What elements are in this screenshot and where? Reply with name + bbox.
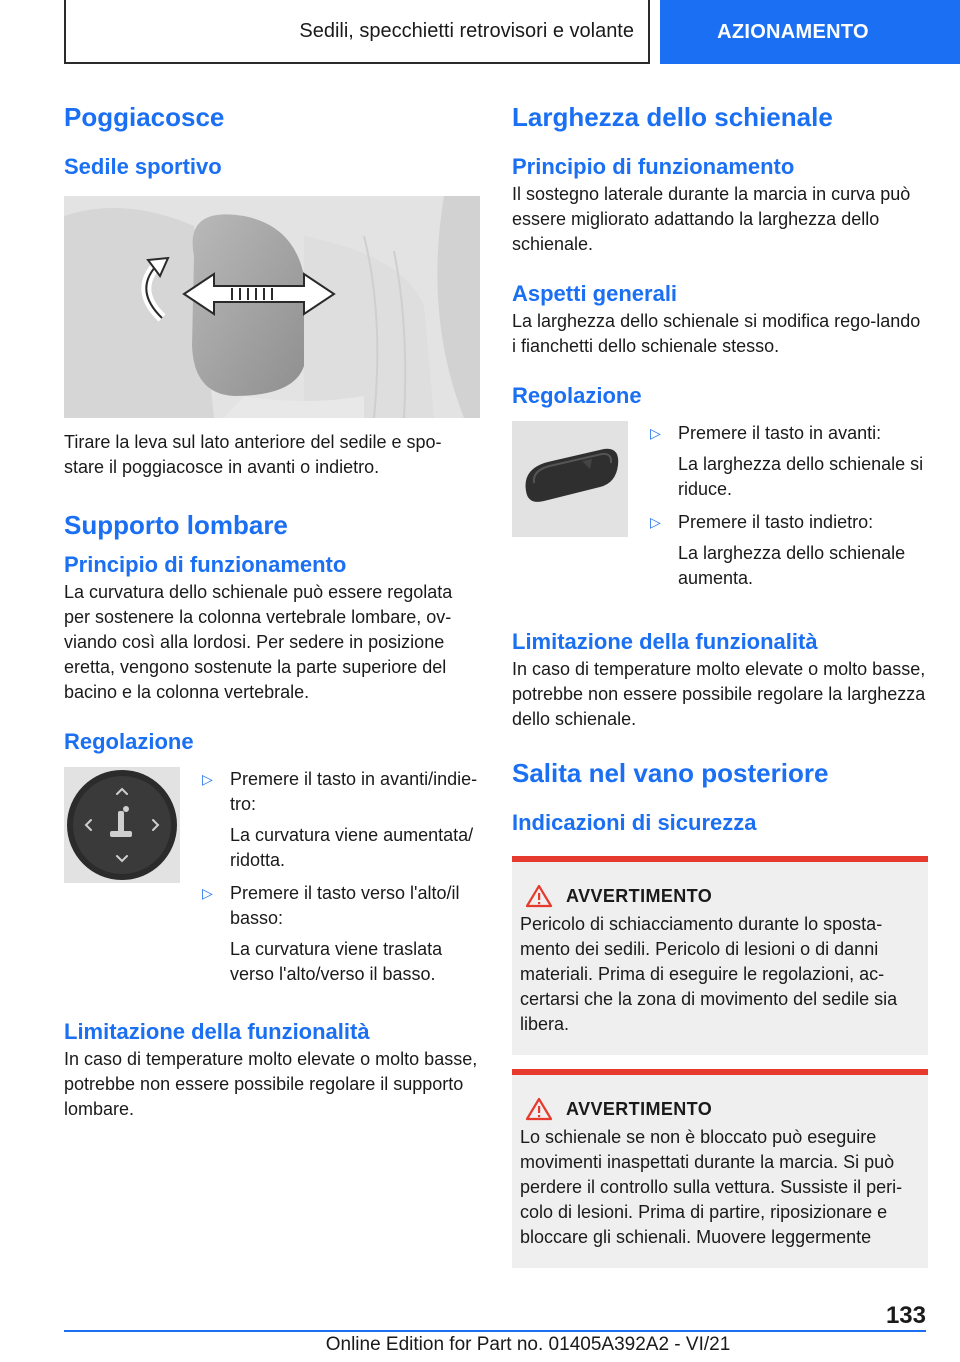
heading-limitazione-left: Limitazione della funzionalità [64,1019,370,1044]
regolazione-block-left [64,767,480,987]
header-section-box [64,0,650,64]
warning-triangle-icon [524,884,554,908]
list-item-result: La curvatura viene traslata verso l'alto/verso il basso. [230,939,443,984]
footer-divider [64,1330,926,1332]
heading-principio-right: Principio di funzionamento [512,154,795,179]
lumbar-control-image [64,767,180,883]
header-chapter-title: AZIONAMENTO [717,20,869,43]
list-item-result: La curvatura viene aumentata/ ridotta. [230,825,474,870]
list-item-result: La larghezza dello schienale si riduce. [678,454,924,499]
warning-box [512,856,928,1055]
list-item-result: La larghezza dello schienale aumenta. [678,543,906,588]
heading-sicurezza: Indicazioni di sicurezza [512,810,757,835]
heading-supporto-lombare: Supporto lombare [64,510,288,540]
seat-caption: Tirare la leva sul lato anteriore del sedile e spo-stare il poggiacosce in avanti o indietro. [64,432,442,477]
list-item: ▷ Premere il tasto in avanti/indie-tro: [202,767,480,817]
list-item: ▷ Premere il tasto verso l'alto/il basso: [202,881,480,931]
limitazione-text-right: In caso di temperature molto elevate o molto basse, potrebbe non essere possibile regolare la larghezza dello schienale. [512,659,926,729]
principio-text-right: Il sostegno laterale durante la marcia in curva può essere migliorato adattando la larghezza dello schienale. [512,184,911,254]
list-bullet-icon: ▷ [202,885,213,901]
page-number: 133 [885,1302,926,1329]
warning-title-row [524,884,920,908]
heading-salita: Salita nel vano posteriore [512,758,829,788]
heading-sedile-sportivo: Sedile sportivo [64,154,222,179]
width-button-icon [512,421,628,537]
regolazione-block-right [512,421,928,591]
list-bullet-icon: ▷ [650,425,661,441]
footer-edition: Online Edition for Part no. 01405A392A2 - VI/21 [325,1334,731,1355]
width-button-image [512,421,628,537]
heading-regolazione-left: Regolazione [64,729,194,754]
right-column [512,100,928,1268]
regolazione-list-right [650,421,928,591]
heading-regolazione-right: Regolazione [512,383,642,408]
principio-text-left: La curvatura dello schienale può essere regolata per sostenere la colonna vertebrale lombare, ov-viando così alla lordosi. Per sedere in posizione eretta, vengono sostenute la parte superiore del bacino e la colonna vertebrale. [64,582,453,702]
lumbar-knob-icon [64,767,180,883]
warning-title: AVVERTIMENTO [566,1098,713,1119]
heading-larghezza-schienale: Larghezza dello schienale [512,102,833,132]
list-item: ▷ Premere il tasto indietro: [650,510,928,535]
list-item: ▷ Premere il tasto in avanti: [650,421,928,446]
heading-poggiacosce: Poggiacosce [64,102,225,132]
heading-principio-left: Principio di funzionamento [64,552,347,577]
seat-illustration [64,196,480,418]
regolazione-list-left [202,767,480,987]
list-bullet-icon: ▷ [202,771,213,787]
header-section-title: Sedili, specchietti retrovisori e volante [299,19,634,42]
seat-thigh-support-image [64,196,480,418]
list-bullet-icon: ▷ [650,514,661,530]
warning-text: Pericolo di schiacciamento durante lo sposta-mento dei sedili. Pericolo di lesioni o di danni materiali. Prima di eseguire le regolazioni, ac-certarsi che la zona di movimento del sedile sia libera. [520,914,898,1034]
warning-box [512,1069,928,1268]
warning-title: AVVERTIMENTO [566,885,713,906]
warning-text: Lo schienale se non è bloccato può eseguire movimenti inaspettati durante la marcia. Si può perdere il controllo sulla vettura. Sussiste il peri-colo di lesioni. Prima di partire, riposizionare e bloccare gli schienali. Muovere leggermente [520,1127,903,1247]
warning-triangle-icon [524,1097,554,1121]
heading-aspetti-generali: Aspetti generali [512,281,678,306]
left-column [64,100,480,1122]
heading-limitazione-right: Limitazione della funzionalità [512,629,818,654]
limitazione-text-left: In caso di temperature molto elevate o molto basse, potrebbe non essere possibile regolare il supporto lombare. [64,1049,478,1119]
header-chapter-tab [660,0,960,64]
warning-title-row [524,1097,920,1121]
aspetti-text: La larghezza dello schienale si modifica rego-lando i fianchetti dello schienale stesso. [512,311,921,356]
